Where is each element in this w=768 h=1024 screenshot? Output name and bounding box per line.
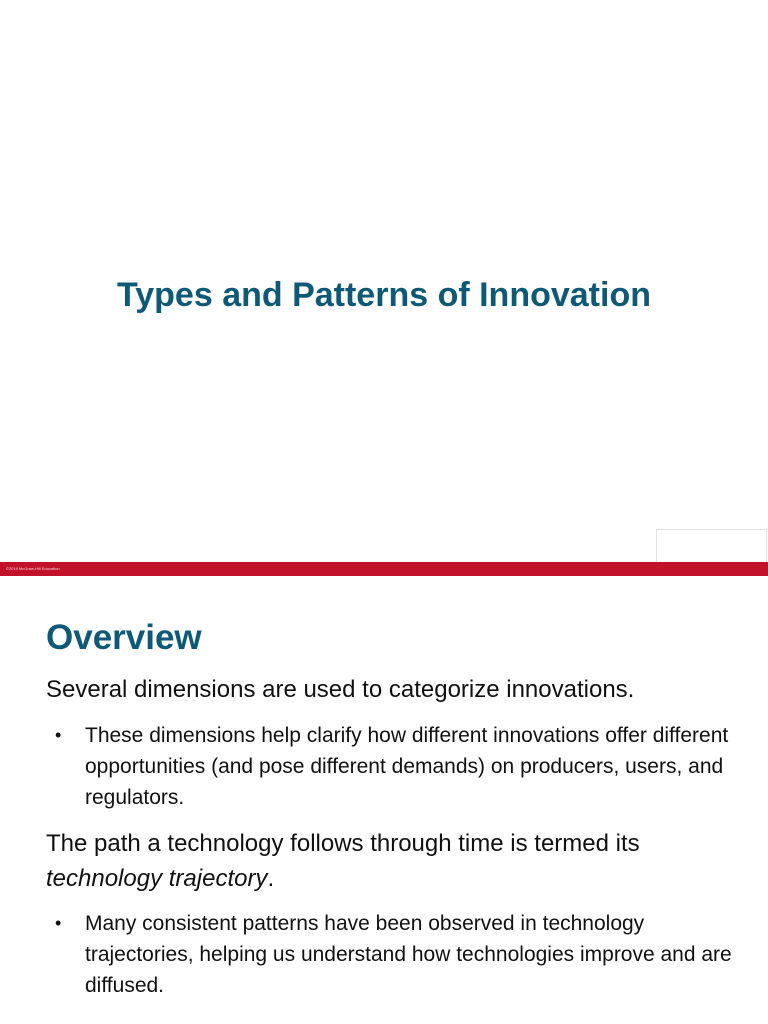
sub-bullet-1-text: These dimensions help clarify how different innovations offer different opportunities (and pose different demands) on producers, users, and regulators.	[85, 724, 729, 809]
sub-bullet-2-text: Many consistent patterns have been observed in technology trajectories, helping us understand how technologies improve and are diffused.	[85, 912, 732, 997]
overview-heading: Overview	[46, 618, 202, 657]
sub-bullet-2	[55, 908, 735, 1001]
technology-trajectory-term: technology trajectory	[46, 865, 268, 892]
main-point-2	[46, 826, 736, 896]
bullet-icon: •	[55, 725, 62, 745]
main-point-1: Several dimensions are used to categorize innovations.	[46, 676, 635, 703]
overview-slide	[0, 576, 768, 1024]
sub-bullet-1	[55, 720, 735, 813]
copyright-text: ©2019 McGraw-Hill Education	[6, 566, 60, 571]
main-point-2-prefix: The path a technology follows through time is termed its	[46, 830, 640, 857]
bullet-icon: •	[55, 913, 62, 933]
slide-title: Types and Patterns of Innovation	[117, 276, 651, 314]
main-point-2-suffix: .	[267, 865, 275, 892]
logo-placeholder	[656, 529, 767, 564]
footer-bar	[0, 562, 768, 576]
